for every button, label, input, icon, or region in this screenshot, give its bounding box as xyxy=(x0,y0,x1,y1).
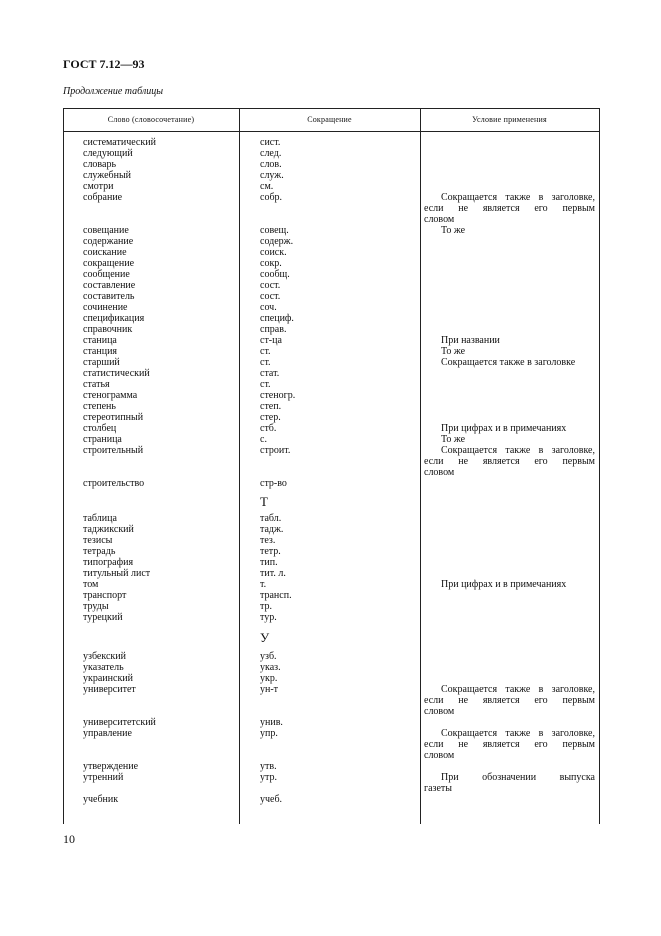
word-cell: систематический xyxy=(83,137,156,148)
word-cell: типография xyxy=(83,557,134,568)
condition-cell-line: если не является его первым xyxy=(424,203,595,214)
abbreviation-cell: сост. xyxy=(260,291,281,302)
table-left-border xyxy=(63,108,64,824)
condition-cell-line: При названии xyxy=(441,335,500,346)
abbreviation-cell: ст-ца xyxy=(260,335,282,346)
abbreviation-cell: упр. xyxy=(260,728,278,739)
column-header-abbreviation: Сокращение xyxy=(307,115,352,124)
condition-cell-line: При обозначении выпуска xyxy=(441,772,595,783)
word-cell: университет xyxy=(83,684,136,695)
table-top-border xyxy=(63,108,600,109)
word-cell: совещание xyxy=(83,225,129,236)
word-cell: соискание xyxy=(83,247,127,258)
abbreviation-cell: сокр. xyxy=(260,258,282,269)
word-cell: составитель xyxy=(83,291,135,302)
column-divider xyxy=(239,108,240,824)
word-cell: украинский xyxy=(83,673,133,684)
abbreviation-cell: стер. xyxy=(260,412,281,423)
condition-cell-line: словом xyxy=(424,750,455,761)
word-cell: станица xyxy=(83,335,117,346)
abbreviation-cell: тадж. xyxy=(260,524,284,535)
word-cell: транспорт xyxy=(83,590,127,601)
word-cell: учебник xyxy=(83,794,119,805)
abbreviation-cell: укр. xyxy=(260,673,278,684)
document-code: ГОСТ 7.12—93 xyxy=(63,57,145,71)
word-cell: степень xyxy=(83,401,116,412)
condition-cell-line: Сокращается также в заголовке, xyxy=(441,445,595,456)
word-cell: тезисы xyxy=(83,535,113,546)
word-cell: таджикский xyxy=(83,524,134,535)
abbreviation-cell: содерж. xyxy=(260,236,294,247)
word-cell: статистический xyxy=(83,368,150,379)
abbreviation-cell: сообщ. xyxy=(260,269,290,280)
abbreviation-cell: справ. xyxy=(260,324,287,335)
abbreviation-cell: унив. xyxy=(260,717,283,728)
word-cell: стенограмма xyxy=(83,390,138,401)
word-cell: справочник xyxy=(83,324,133,335)
word-cell: сокращение xyxy=(83,258,135,269)
abbreviation-cell: узб. xyxy=(260,651,277,662)
word-cell: турецкий xyxy=(83,612,123,623)
word-cell: страница xyxy=(83,434,122,445)
word-cell: содержание xyxy=(83,236,134,247)
abbreviation-cell: сист. xyxy=(260,137,281,148)
column-header-condition: Условие применения xyxy=(472,115,547,124)
abbreviation-cell: табл. xyxy=(260,513,282,524)
word-cell: утренний xyxy=(83,772,124,783)
abbreviation-cell: стр-во xyxy=(260,478,287,489)
abbreviation-cell: тур. xyxy=(260,612,277,623)
word-cell: служебный xyxy=(83,170,132,181)
condition-cell-line: То же xyxy=(441,346,466,357)
word-cell: тетрадь xyxy=(83,546,116,557)
condition-cell-line: если не является его первым xyxy=(424,695,595,706)
abbreviation-cell: утв. xyxy=(260,761,277,772)
abbreviation-cell: ст. xyxy=(260,357,271,368)
word-cell: таблица xyxy=(83,513,117,524)
word-cell: статья xyxy=(83,379,110,390)
abbreviation-cell: след. xyxy=(260,148,282,159)
word-cell: указатель xyxy=(83,662,124,673)
word-cell: строительство xyxy=(83,478,145,489)
word-cell: спецификация xyxy=(83,313,145,324)
abbreviation-cell: тип. xyxy=(260,557,278,568)
abbreviation-cell: стат. xyxy=(260,368,280,379)
word-cell: столбец xyxy=(83,423,117,434)
abbreviation-cell: совещ. xyxy=(260,225,289,236)
abbreviation-cell: сост. xyxy=(260,280,281,291)
section-letter: У xyxy=(260,630,270,645)
abbreviation-cell: тез. xyxy=(260,535,276,546)
condition-cell-line: словом xyxy=(424,467,455,478)
condition-cell-line: То же xyxy=(441,225,466,236)
abbreviation-cell: указ. xyxy=(260,662,281,673)
abbreviation-cell: тр. xyxy=(260,601,272,612)
abbreviation-cell: ст. xyxy=(260,346,271,357)
column-divider xyxy=(420,108,421,824)
abbreviation-cell: учеб. xyxy=(260,794,283,805)
condition-cell-line: Сокращается также в заголовке, xyxy=(441,684,595,695)
abbreviation-cell: см. xyxy=(260,181,274,192)
column-header-word: Слово (словосочетание) xyxy=(107,115,195,124)
condition-cell-line: Сокращается также в заголовке, xyxy=(441,728,595,739)
condition-cell-line: если не является его первым xyxy=(424,456,595,467)
abbreviation-cell: собр. xyxy=(260,192,283,203)
abbreviation-cell: трансп. xyxy=(260,590,292,601)
word-cell: труды xyxy=(83,601,109,612)
condition-cell-line: Сокращается также в заголовке, xyxy=(441,192,595,203)
condition-cell-line: При цифрах и в примечаниях xyxy=(441,579,567,590)
word-cell: следующий xyxy=(83,148,133,159)
abbreviations-table xyxy=(63,108,600,824)
condition-cell-line: При цифрах и в примечаниях xyxy=(441,423,567,434)
abbreviation-cell: слов. xyxy=(260,159,282,170)
word-cell: узбекский xyxy=(83,651,126,662)
word-cell: смотри xyxy=(83,181,114,192)
word-cell: управление xyxy=(83,728,132,739)
table-header-border xyxy=(63,131,600,132)
condition-cell-line: газеты xyxy=(424,783,453,794)
abbreviation-cell: тит. л. xyxy=(260,568,286,579)
abbreviation-cell: с. xyxy=(260,434,267,445)
section-letter: Т xyxy=(260,494,268,509)
word-cell: старший xyxy=(83,357,120,368)
abbreviation-cell: ст. xyxy=(260,379,271,390)
condition-cell-line: То же xyxy=(441,434,466,445)
abbreviation-cell: степ. xyxy=(260,401,282,412)
word-cell: собрание xyxy=(83,192,123,203)
abbreviation-cell: специф. xyxy=(260,313,294,324)
word-cell: станция xyxy=(83,346,118,357)
table-right-border xyxy=(599,108,600,824)
word-cell: составление xyxy=(83,280,136,291)
abbreviation-cell: служ. xyxy=(260,170,284,181)
abbreviation-cell: строит. xyxy=(260,445,291,456)
abbreviation-cell: соиск. xyxy=(260,247,287,258)
condition-cell-line: словом xyxy=(424,214,455,225)
abbreviation-cell: стб. xyxy=(260,423,277,434)
word-cell: строительный xyxy=(83,445,144,456)
word-cell: университетский xyxy=(83,717,156,728)
abbreviation-cell: ун-т xyxy=(260,684,279,695)
word-cell: сочинение xyxy=(83,302,128,313)
abbreviation-cell: т. xyxy=(260,579,267,590)
condition-cell-line: Сокращается также в заголовке xyxy=(441,357,576,368)
word-cell: утверждение xyxy=(83,761,139,772)
abbreviation-cell: стеногр. xyxy=(260,390,296,401)
word-cell: том xyxy=(83,579,99,590)
word-cell: стереотипный xyxy=(83,412,144,423)
table-continuation-label: Продолжение таблицы xyxy=(63,86,164,97)
word-cell: титульный лист xyxy=(83,568,151,579)
abbreviation-cell: тетр. xyxy=(260,546,281,557)
condition-cell-line: если не является его первым xyxy=(424,739,595,750)
word-cell: сообщение xyxy=(83,269,130,280)
abbreviation-cell: утр. xyxy=(260,772,277,783)
word-cell: словарь xyxy=(83,159,117,170)
abbreviation-cell: соч. xyxy=(260,302,277,313)
condition-cell-line: словом xyxy=(424,706,455,717)
page-number: 10 xyxy=(63,832,75,846)
